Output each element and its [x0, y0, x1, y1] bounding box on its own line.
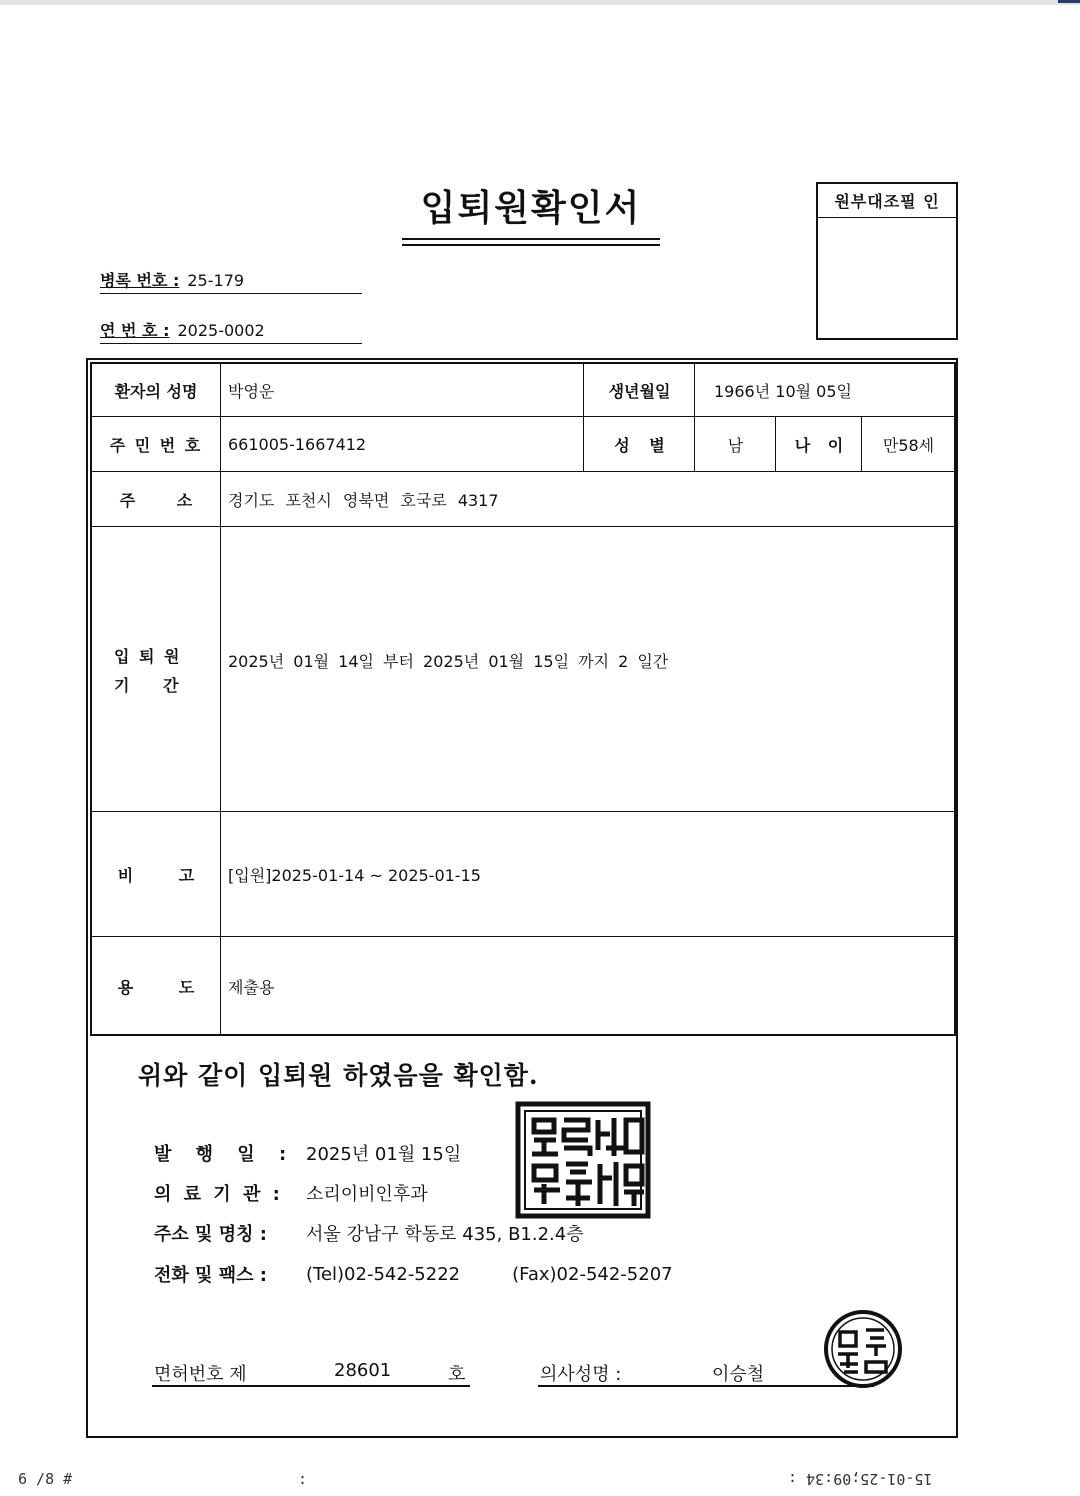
age-value: 만58세: [882, 436, 935, 455]
document-title: 입퇴원확인서: [420, 187, 642, 229]
clinic-seal-stamp: [514, 1098, 654, 1222]
address-label: 주 소: [119, 491, 193, 510]
institution-value: 소리이비인후과: [306, 1184, 428, 1205]
ward-number-value: 25-179: [187, 271, 245, 290]
verification-stamp-box: [816, 182, 958, 340]
license-suffix: 호: [448, 1364, 466, 1385]
address-value: 경기도 포천시 영북면 호국로 4317: [228, 491, 499, 510]
serial-number-line: [100, 318, 362, 344]
patient-name-label: 환자의 성명: [114, 381, 198, 401]
title-underline: [402, 238, 660, 240]
top-corner-mark: [1058, 0, 1080, 3]
sex-label: 성 별: [614, 436, 665, 455]
serial-number-value: 2025-0002: [177, 321, 265, 340]
license-number: 28601: [334, 1360, 392, 1381]
contact-row: [154, 1261, 673, 1287]
institution-address-row: [154, 1220, 584, 1246]
remarks-label: 비 고: [117, 866, 195, 885]
stay-period-label-line2: 기 간: [114, 675, 179, 695]
institution-address-label: 주소 및 명칭 :: [154, 1224, 267, 1245]
birth-date-value: 1966년 10월 05일: [714, 381, 852, 401]
serial-number-label: 연 번 호 :: [100, 321, 170, 340]
stay-period-label-line1: 입 퇴 원: [114, 646, 182, 666]
institution-row: [154, 1180, 428, 1206]
institution-address-value: 서울 강남구 학동로 435, B1.2.4층: [306, 1224, 584, 1245]
patient-name-value: 박영운: [228, 381, 275, 401]
confirmation-statement: 위와 같이 입퇴원 하였음을 확인함.: [138, 1061, 539, 1090]
purpose-label: 용 도: [117, 977, 195, 997]
doctor-name-value: 이승철: [712, 1364, 765, 1385]
ward-number-line: [100, 268, 362, 294]
institution-label: 의 료 기 관 :: [154, 1184, 280, 1205]
ward-number-label: 병록 번호 :: [100, 271, 180, 290]
age-label: 나 이: [794, 436, 844, 455]
phone-value: (Tel)02-542-5222: [306, 1263, 461, 1285]
col-divider: [583, 362, 584, 471]
col-divider: [694, 362, 695, 471]
license-underline: [152, 1385, 470, 1387]
col-divider: [861, 416, 862, 471]
col-divider: [775, 416, 776, 471]
resident-number-label: 주 민 번 호: [109, 436, 203, 455]
title-underline-double: [402, 244, 660, 246]
stay-period-label: [92, 528, 220, 811]
issue-date-label: 발 행 일 :: [154, 1144, 287, 1165]
license-label: 면허번호 제: [154, 1364, 247, 1385]
sex-value: 남: [727, 436, 744, 455]
purpose-value: 제출용: [228, 977, 275, 997]
remarks-value: [입원]2025-01-14 ~ 2025-01-15: [228, 866, 481, 885]
issue-date-row: [154, 1140, 461, 1166]
fax-page-indicator: 6 /8 #: [18, 1470, 73, 1488]
issue-date-value: 2025년 01월 15일: [306, 1144, 462, 1165]
resident-number-value: 661005-1667412: [228, 435, 367, 454]
contact-label: 전화 및 팩스 :: [154, 1265, 267, 1286]
fax-colon-mark: :: [298, 1470, 308, 1488]
fax-timestamp-text: 15-01-25;09:34 :: [788, 1470, 933, 1488]
stay-period-value: 2025년 01월 14일 부터 2025년 01월 15일 까지 2 일간: [228, 651, 669, 671]
col-divider: [220, 362, 221, 1036]
doctor-seal-stamp: [822, 1308, 904, 1390]
doctor-name-label: 의사성명 :: [540, 1364, 622, 1385]
verification-stamp-label: 원부대조필 인: [818, 184, 956, 218]
top-scan-edge: [0, 0, 1080, 5]
fax-value: (Fax)02-542-5207: [512, 1263, 673, 1285]
fax-timestamp: [788, 1470, 933, 1488]
birth-date-label: 생년월일: [608, 381, 671, 401]
